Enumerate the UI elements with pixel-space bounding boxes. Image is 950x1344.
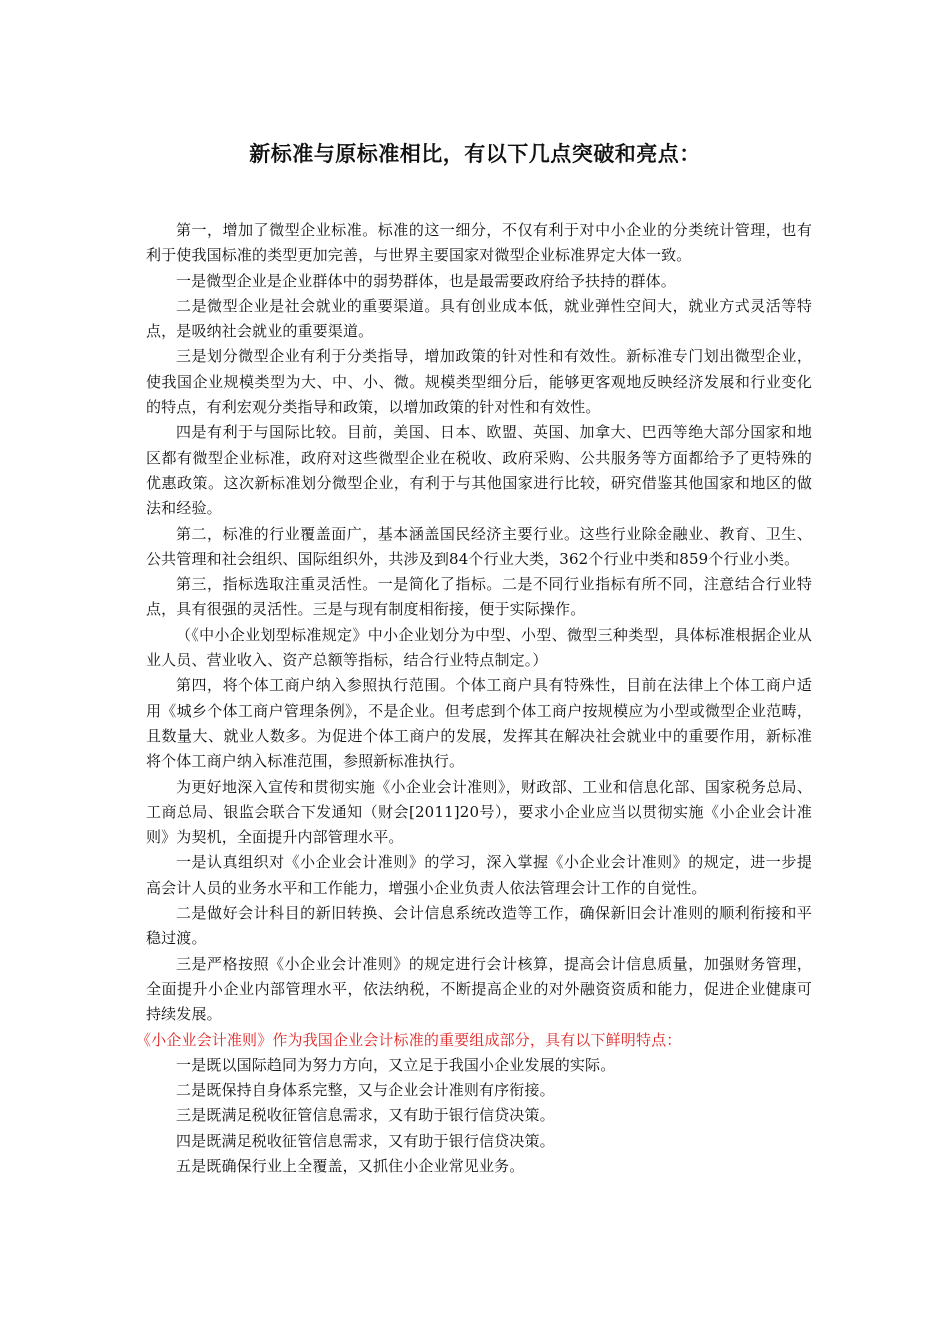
paragraph: 二是做好会计科目的新旧转换、会计信息系统改造等工作，确保新旧会计准则的顺利衔接和平稳过渡。 bbox=[146, 904, 812, 948]
feature-item: 二是既保持自身体系完整，又与企业会计准则有序衔接。 bbox=[176, 1081, 555, 1100]
paragraph: （《中小企业划型标准规定》中小企业划分为中型、小型、微型三种类型，具体标准根据企业从业人员、营业收入、资产总额等指标，结合行业特点制定。） bbox=[146, 625, 812, 670]
document-body bbox=[136, 218, 812, 1179]
paragraph: 为更好地深入宣传和贯彻实施《小企业会计准则》，财政部、工业和信息化部、国家税务总局、工商总局、银监会联合下发通知（财会[2011]20号），要求小企业应当以贯彻实施《小企业会计准则》为契机，全面提升内部管理水平。 bbox=[146, 777, 812, 847]
paragraph: 三是严格按照《小企业会计准则》的规定进行会计核算，提高会计信息质量，加强财务管理，全面提升小企业内部管理水平，依法纳税，不断提高企业的对外融资资质和能力，促进企业健康可持续发展。 bbox=[146, 954, 812, 1024]
paragraph: 第二，标准的行业覆盖面广，基本涵盖国民经济主要行业。这些行业除金融业、教育、卫生、公共管理和社会组织、国际组织外，共涉及到84个行业大类，362个行业中类和859个行业小类。 bbox=[146, 524, 812, 568]
feature-item: 一是既以国际趋同为努力方向，又立足于我国小企业发展的实际。 bbox=[176, 1055, 616, 1074]
paragraph: 一是认真组织对《小企业会计准则》的学习，深入掌握《小企业会计准则》的规定，进一步提高会计人员的业务水平和工作能力，增强小企业负责人依法管理会计工作的自觉性。 bbox=[146, 853, 812, 897]
paragraph: 二是微型企业是社会就业的重要渠道。具有创业成本低，就业弹性空间大，就业方式灵活等特点，是吸纳社会就业的重要渠道。 bbox=[146, 296, 812, 341]
feature-item: 五是既确保行业上全覆盖，又抓住小企业常见业务。 bbox=[176, 1156, 525, 1175]
paragraph: 第三，指标选取注重灵活性。一是简化了指标。二是不同行业指标有所不同，注意结合行业特点，具有很强的灵活性。三是与现有制度相衔接，便于实际操作。 bbox=[146, 575, 812, 619]
paragraph: 第四，将个体工商户纳入参照执行范围。个体工商户具有特殊性，目前在法律上个体工商户适用《城乡个体工商户管理条例》，不是企业。但考虑到个体工商户按规模应为小型或微型企业范畴，且数量大、就业人数多。为促进个体工商户的发展，发挥其在解决社会就业中的重要作用，新标准将个体工商户纳入标准范围，参照新标准执行。 bbox=[146, 676, 812, 771]
paragraph: 四是有利于与国际比较。目前，美国、日本、欧盟、英国、加拿大、巴西等绝大部分国家和地区都有微型企业标准，政府对这些微型企业在税收、政府采购、公共服务等方面都给予了更特殊的优惠政策。这次新标准划分微型企业，有利于与其他国家进行比较，研究借鉴其他国家和地区的做法和经验。 bbox=[146, 423, 812, 518]
paragraph: 三是划分微型企业有利于分类指导，增加政策的针对性和有效性。新标准专门划出微型企业，使我国企业规模类型为大、中、小、微。规模类型细分后，能够更客观地反映经济发展和行业变化的特点，有利宏观分类指导和政策，以增加政策的针对性和有效性。 bbox=[146, 347, 812, 417]
paragraph: 第一，增加了微型企业标准。标准的这一细分，不仅有利于对中小企业的分类统计管理，也有利于使我国标准的类型更加完善，与世界主要国家对微型企业标准界定大体一致。 bbox=[146, 221, 812, 265]
highlighted-heading: 《小企业会计准则》作为我国企业会计标准的重要组成部分，具有以下鲜明特点： bbox=[136, 1030, 682, 1049]
paragraph: 一是微型企业是企业群体中的弱势群体，也是最需要政府给予扶持的群体。 bbox=[176, 271, 676, 290]
document-title: 新标准与原标准相比，有以下几点突破和亮点： bbox=[249, 142, 701, 166]
feature-item: 四是既满足税收征管信息需求，又有助于银行信贷决策。 bbox=[176, 1131, 555, 1150]
feature-item: 三是既满足税收征管信息需求，又有助于银行信贷决策。 bbox=[176, 1106, 555, 1125]
